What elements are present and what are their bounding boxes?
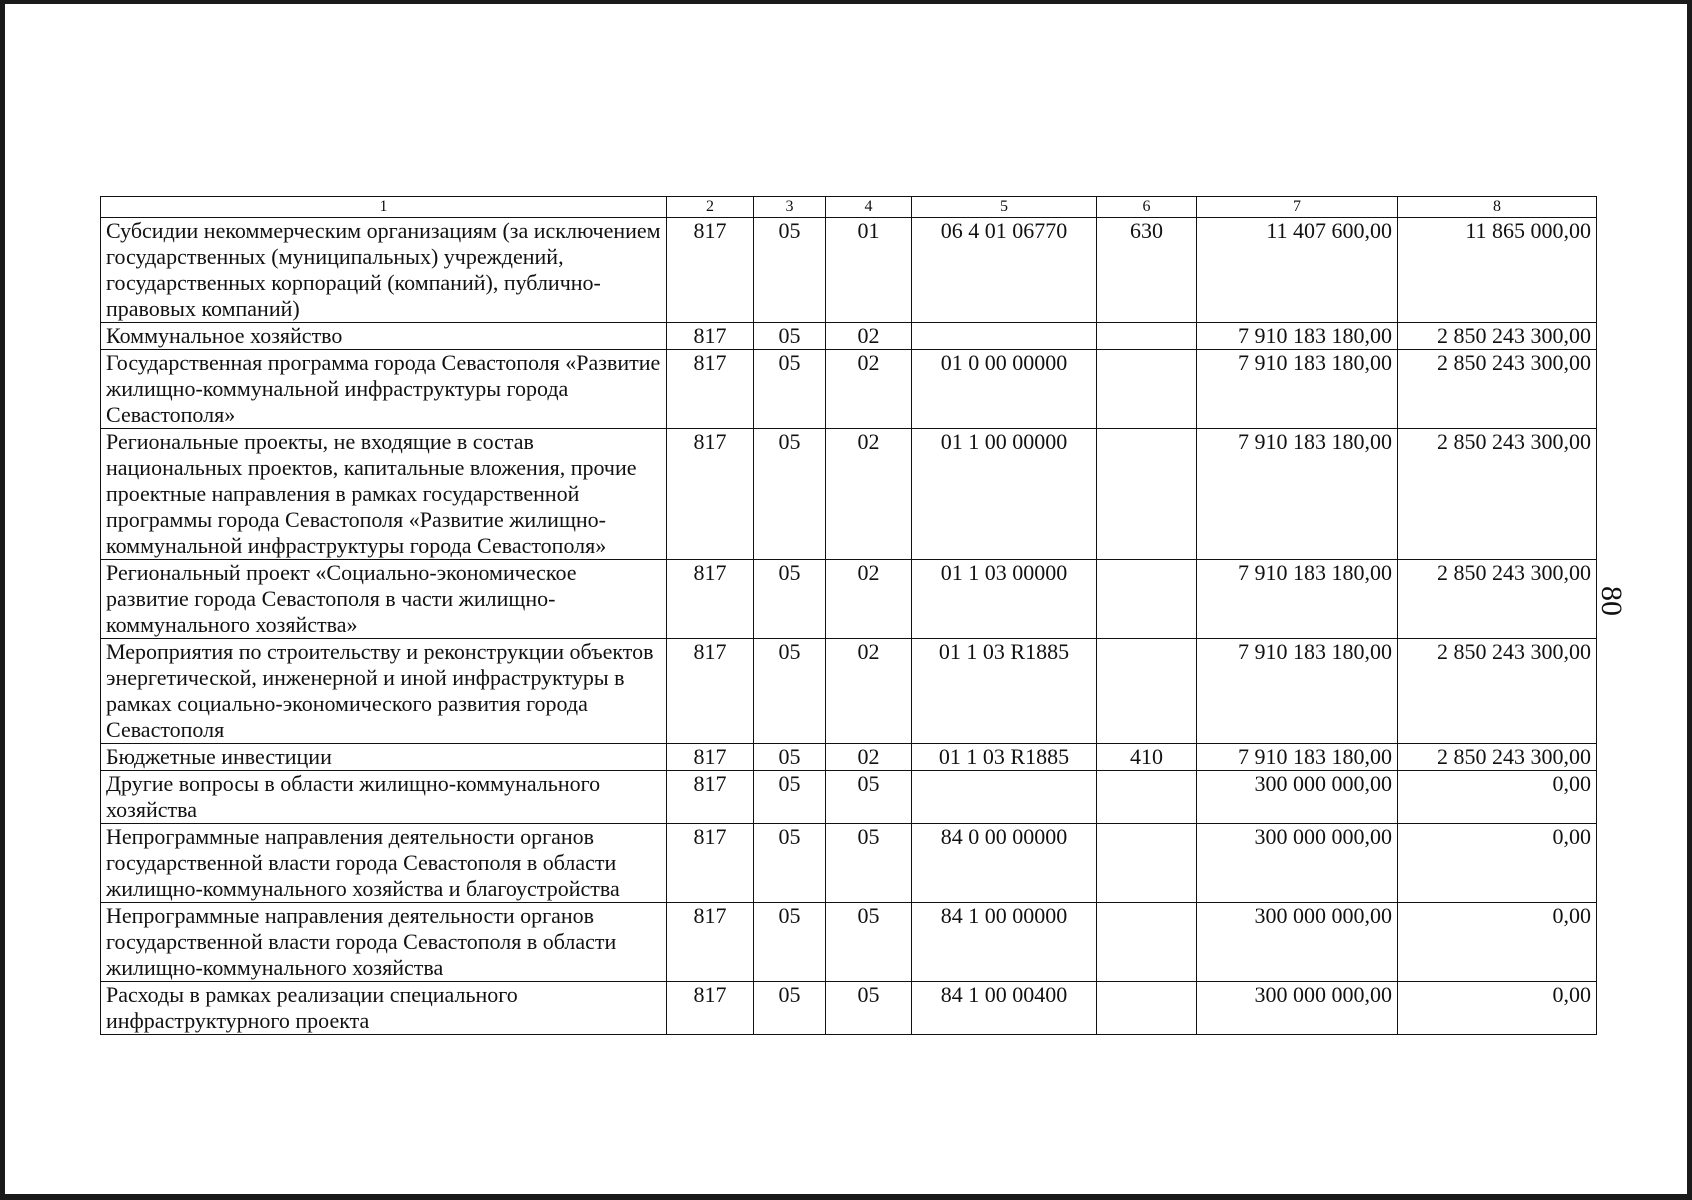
cell-subsection: 05	[826, 771, 912, 824]
cell-amount-year-2: 0,00	[1398, 903, 1597, 982]
cell-amount-year-1: 11 407 600,00	[1197, 218, 1398, 323]
cell-subsection: 01	[826, 218, 912, 323]
cell-name: Мероприятия по строительству и реконструкции объектов энергетической, инженерной и иной инфраструктуры в рамках социально-экономического развития города Севастополя	[101, 639, 667, 744]
table-body	[101, 218, 1597, 1035]
scan-border-top	[0, 0, 1692, 4]
cell-target-article	[912, 323, 1097, 350]
table-row	[101, 771, 1597, 824]
cell-name: Региональный проект «Социально-экономическое развитие города Севастополя в части жилищно-коммунального хозяйства»	[101, 560, 667, 639]
scan-border-bottom	[0, 1194, 1692, 1200]
cell-expense-type	[1097, 771, 1197, 824]
cell-section: 05	[754, 744, 826, 771]
column-number-5: 5	[912, 197, 1097, 218]
cell-amount-year-1: 300 000 000,00	[1197, 824, 1398, 903]
cell-amount-year-2: 2 850 243 300,00	[1398, 429, 1597, 560]
cell-expense-type	[1097, 323, 1197, 350]
cell-subsection: 02	[826, 429, 912, 560]
column-number-3: 3	[754, 197, 826, 218]
cell-ministry-code: 817	[667, 350, 754, 429]
cell-ministry-code: 817	[667, 744, 754, 771]
cell-ministry-code: 817	[667, 824, 754, 903]
cell-expense-type	[1097, 824, 1197, 903]
cell-amount-year-2: 11 865 000,00	[1398, 218, 1597, 323]
table-row	[101, 903, 1597, 982]
cell-expense-type	[1097, 350, 1197, 429]
cell-section: 05	[754, 218, 826, 323]
budget-table	[100, 196, 1597, 1035]
cell-amount-year-2: 2 850 243 300,00	[1398, 639, 1597, 744]
page-number: 80	[1595, 586, 1628, 616]
cell-amount-year-1: 7 910 183 180,00	[1197, 429, 1398, 560]
table-row	[101, 982, 1597, 1035]
cell-expense-type	[1097, 560, 1197, 639]
cell-target-article: 01 1 03 R1885	[912, 744, 1097, 771]
table-header-row	[101, 197, 1597, 218]
table-row	[101, 824, 1597, 903]
column-number-2: 2	[667, 197, 754, 218]
cell-name: Расходы в рамках реализации специального инфраструктурного проекта	[101, 982, 667, 1035]
cell-amount-year-2: 0,00	[1398, 771, 1597, 824]
cell-ministry-code: 817	[667, 982, 754, 1035]
cell-section: 05	[754, 323, 826, 350]
table-row	[101, 350, 1597, 429]
cell-amount-year-1: 7 910 183 180,00	[1197, 744, 1398, 771]
cell-ministry-code: 817	[667, 429, 754, 560]
cell-subsection: 05	[826, 903, 912, 982]
cell-name: Другие вопросы в области жилищно-коммунального хозяйства	[101, 771, 667, 824]
cell-subsection: 02	[826, 323, 912, 350]
cell-subsection: 02	[826, 350, 912, 429]
cell-amount-year-2: 0,00	[1398, 982, 1597, 1035]
cell-expense-type	[1097, 429, 1197, 560]
cell-amount-year-2: 2 850 243 300,00	[1398, 744, 1597, 771]
table-row	[101, 218, 1597, 323]
cell-section: 05	[754, 824, 826, 903]
cell-amount-year-2: 2 850 243 300,00	[1398, 560, 1597, 639]
table-row	[101, 429, 1597, 560]
cell-section: 05	[754, 982, 826, 1035]
cell-name: Региональные проекты, не входящие в состав национальных проектов, капитальные вложения, прочие проектные направления в рамках государственной программы города Севастополя «Развитие жилищно-коммунальной инфраструктуры города Севастополя»	[101, 429, 667, 560]
cell-amount-year-1: 300 000 000,00	[1197, 903, 1398, 982]
cell-ministry-code: 817	[667, 560, 754, 639]
cell-subsection: 02	[826, 744, 912, 771]
cell-expense-type	[1097, 639, 1197, 744]
cell-target-article: 84 1 00 00400	[912, 982, 1097, 1035]
cell-ministry-code: 817	[667, 771, 754, 824]
cell-ministry-code: 817	[667, 639, 754, 744]
cell-target-article: 01 1 03 R1885	[912, 639, 1097, 744]
cell-ministry-code: 817	[667, 903, 754, 982]
cell-amount-year-1: 7 910 183 180,00	[1197, 323, 1398, 350]
table-row	[101, 560, 1597, 639]
cell-target-article: 84 1 00 00000	[912, 903, 1097, 982]
cell-amount-year-1: 300 000 000,00	[1197, 982, 1398, 1035]
cell-name: Бюджетные инвестиции	[101, 744, 667, 771]
scan-border-left	[0, 0, 5, 1200]
cell-target-article: 01 0 00 00000	[912, 350, 1097, 429]
cell-target-article	[912, 771, 1097, 824]
cell-amount-year-1: 300 000 000,00	[1197, 771, 1398, 824]
cell-section: 05	[754, 903, 826, 982]
cell-section: 05	[754, 771, 826, 824]
column-number-4: 4	[826, 197, 912, 218]
cell-target-article: 84 0 00 00000	[912, 824, 1097, 903]
cell-subsection: 02	[826, 639, 912, 744]
cell-expense-type	[1097, 982, 1197, 1035]
column-number-6: 6	[1097, 197, 1197, 218]
cell-name: Государственная программа города Севастополя «Развитие жилищно-коммунальной инфраструктуры города Севастополя»	[101, 350, 667, 429]
table-row	[101, 639, 1597, 744]
cell-expense-type	[1097, 903, 1197, 982]
cell-name: Коммунальное хозяйство	[101, 323, 667, 350]
cell-name: Непрограммные направления деятельности органов государственной власти города Севастополя в области жилищно-коммунального хозяйства	[101, 903, 667, 982]
column-number-1: 1	[101, 197, 667, 218]
cell-section: 05	[754, 560, 826, 639]
cell-subsection: 02	[826, 560, 912, 639]
cell-ministry-code: 817	[667, 218, 754, 323]
column-number-8: 8	[1398, 197, 1597, 218]
cell-amount-year-1: 7 910 183 180,00	[1197, 350, 1398, 429]
cell-amount-year-1: 7 910 183 180,00	[1197, 560, 1398, 639]
scan-border-right	[1687, 0, 1692, 1200]
cell-amount-year-2: 2 850 243 300,00	[1398, 323, 1597, 350]
cell-amount-year-2: 0,00	[1398, 824, 1597, 903]
table-row	[101, 744, 1597, 771]
cell-expense-type: 410	[1097, 744, 1197, 771]
cell-name: Субсидии некоммерческим организациям (за исключением государственных (муниципальных) учреждений, государственных корпораций (компаний), публично-правовых компаний)	[101, 218, 667, 323]
cell-subsection: 05	[826, 824, 912, 903]
cell-expense-type: 630	[1097, 218, 1197, 323]
cell-section: 05	[754, 429, 826, 560]
cell-target-article: 01 1 03 00000	[912, 560, 1097, 639]
cell-subsection: 05	[826, 982, 912, 1035]
cell-amount-year-2: 2 850 243 300,00	[1398, 350, 1597, 429]
column-number-7: 7	[1197, 197, 1398, 218]
cell-amount-year-1: 7 910 183 180,00	[1197, 639, 1398, 744]
cell-section: 05	[754, 350, 826, 429]
cell-ministry-code: 817	[667, 323, 754, 350]
table-row	[101, 323, 1597, 350]
cell-section: 05	[754, 639, 826, 744]
cell-target-article: 01 1 00 00000	[912, 429, 1097, 560]
cell-name: Непрограммные направления деятельности органов государственной власти города Севастополя в области жилищно-коммунального хозяйства и благоустройства	[101, 824, 667, 903]
cell-target-article: 06 4 01 06770	[912, 218, 1097, 323]
